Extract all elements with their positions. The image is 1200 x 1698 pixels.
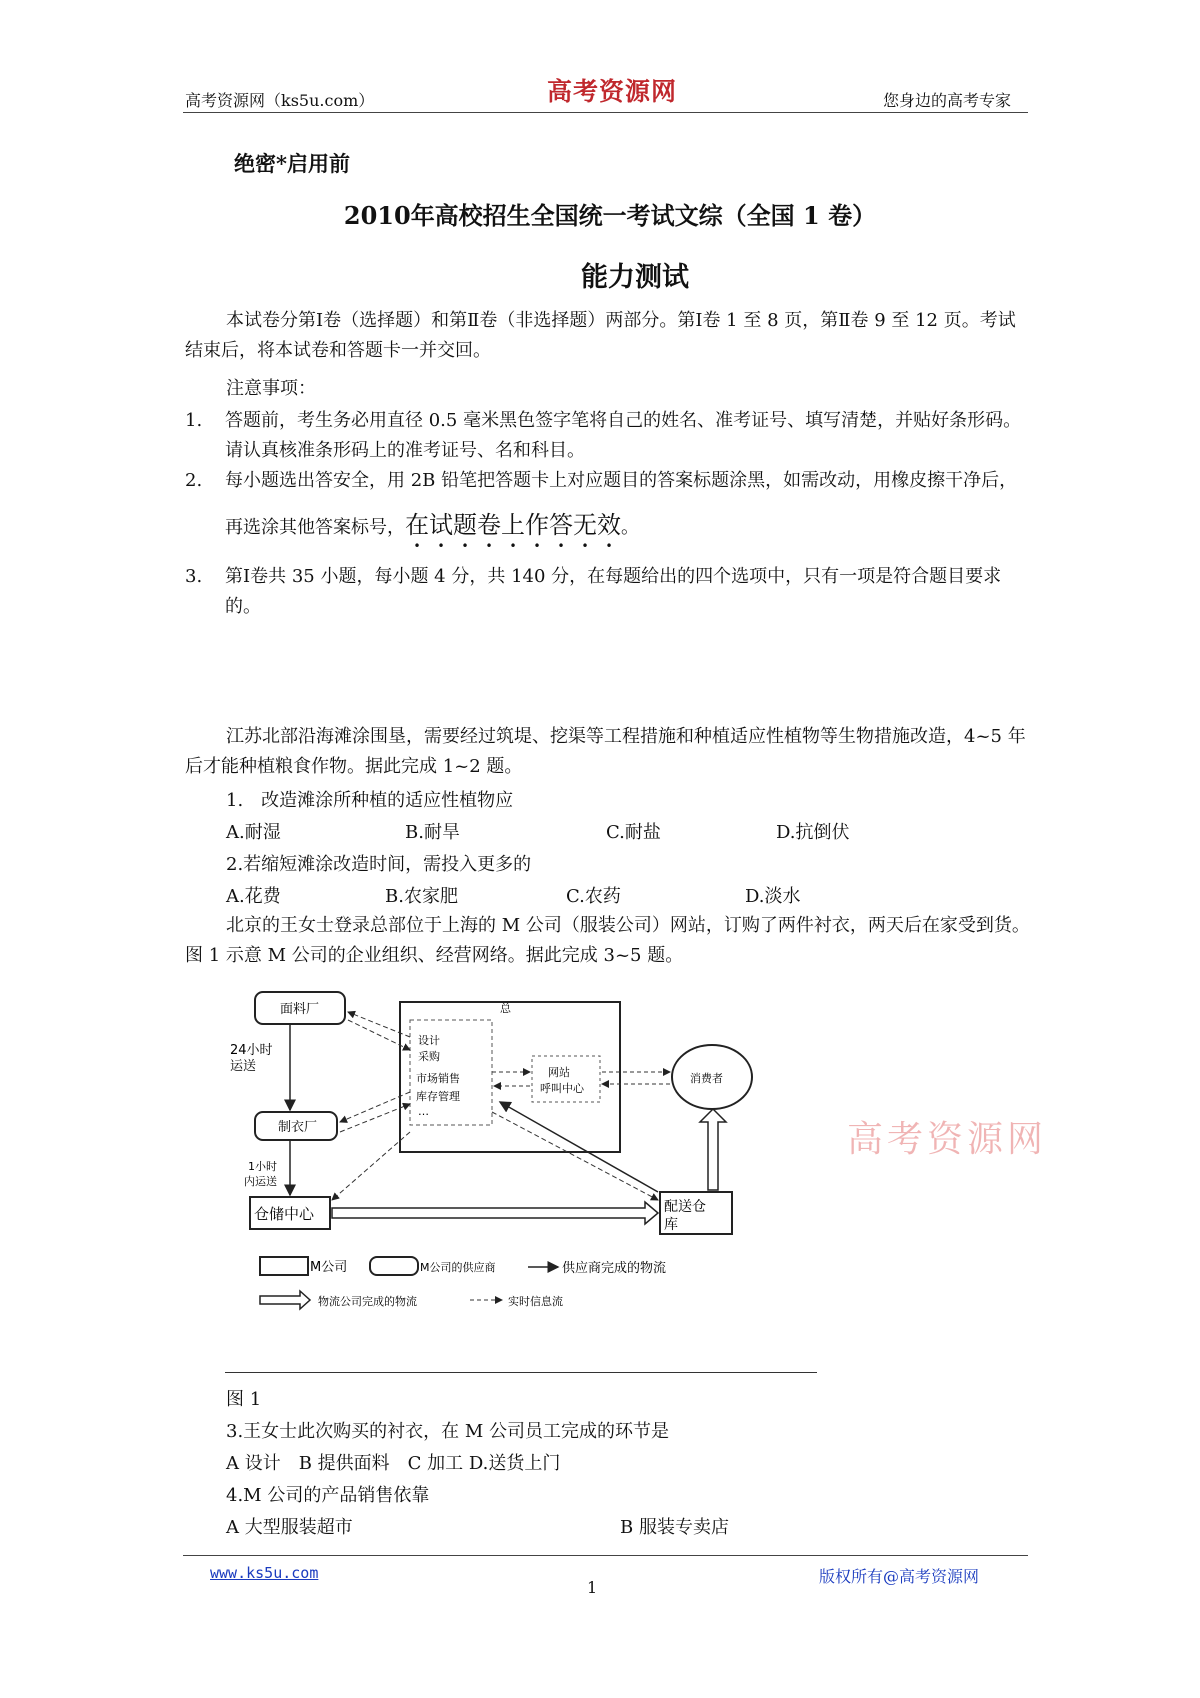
footer-copyright: 版权所有@高考资源网 (819, 1567, 980, 1586)
option-d: D.淡水 (745, 886, 801, 907)
header-slogan: 您身边的高考专家 (883, 91, 1012, 110)
question-4-option-b: B 服装专卖店 (620, 1517, 729, 1538)
option-c: C.农药 (566, 886, 621, 907)
delivery-label-2: 库 (664, 1217, 678, 1233)
dept-more: … (418, 1105, 429, 1118)
note-text (225, 459, 1033, 553)
intro-paragraph: 本试卷分第Ⅰ卷（选择题）和第Ⅱ卷（非选择题）两部分。第Ⅰ卷 1 至 8 页，第Ⅱ卷 9 至 12 页。考试结束后，将本试卷和答题卡一并交回。 (185, 310, 1016, 361)
arrow-warehouse-delivery (332, 1202, 658, 1224)
note-number: 2. (185, 470, 203, 491)
transport-24h-label-2: 运送 (230, 1059, 257, 1074)
option-a: A.花费 (226, 886, 281, 907)
arrow-delivery-consumer (700, 1109, 726, 1190)
passage-2: 北京的王女士登录总部位于上海的 M 公司（服装公司）网站，订购了两件衬衣，两天后在家受到货。图 1 示意 M 公司的企业组织、经营网络。据此完成 3~5 题。 (185, 915, 1030, 966)
consumer-label: 消费者 (690, 1072, 723, 1085)
legend-supplier-label: M公司的供应商 (420, 1261, 496, 1274)
note-text-end: 。 (621, 517, 639, 538)
legend-logistics-label: 物流公司完成的物流 (318, 1295, 417, 1308)
option-b: B.农家肥 (385, 886, 458, 907)
exam-title-main: 年高校招生全国统一考试文综（全国 1 卷） (410, 201, 877, 230)
note-item-2 (185, 466, 1033, 553)
notes-heading: 注意事项： (226, 378, 316, 399)
question-3-stem: 3.王女士此次购买的衬衣，在 M 公司员工完成的环节是 (226, 1421, 670, 1442)
transport-1h-label-2: 内运送 (244, 1175, 277, 1188)
dept-purchase: 采购 (418, 1050, 440, 1063)
dept-inventory: 库存管理 (416, 1090, 460, 1103)
option-b: B.耐旱 (405, 822, 460, 843)
website-box (532, 1056, 600, 1102)
note-item-3 (185, 562, 1033, 622)
callcenter-label: 呼叫中心 (540, 1082, 584, 1095)
dept-sales: 市场销售 (416, 1072, 460, 1085)
warehouse-label: 仓储中心 (254, 1205, 315, 1223)
figure-caption: 图 1 (226, 1389, 262, 1410)
note-number: 3. (185, 566, 203, 587)
arrow-hq-warehouse (332, 1132, 410, 1200)
exam-subtitle: 能力测试 (581, 262, 689, 293)
watermark: 高考资源网 (847, 1119, 1048, 1160)
note-number: 1. (185, 410, 203, 431)
transport-24h-label-1: 24小时 (230, 1043, 273, 1058)
passage-1: 江苏北部沿海滩涂围垦，需要经过筑堤、挖渠等工程措施和种植适应性植物等生物措施改造，4~5 年后才能种植粮食作物。据此完成 1~2 题。 (185, 726, 1026, 777)
question-4-stem: 4.M 公司的产品销售依靠 (226, 1485, 430, 1506)
note-text-body: 每小题选出答安全，用 2B 铅笔把答题卡上对应题目的答案标题涂黑，如需改动，用橡皮擦干净后，再选涂其他答案标号， (225, 470, 1018, 538)
hq-label: 总 (500, 1002, 511, 1015)
garment-factory-label: 制衣厂 (278, 1120, 318, 1135)
question-1-stem: 1. 改造滩涂所种植的适应性植物应 (226, 790, 514, 811)
question-3-options: A 设计 B 提供面料 C 加工 D.送货上门 (226, 1453, 561, 1474)
question-2-options (0, 882, 1200, 912)
option-c: C.耐盐 (606, 822, 661, 843)
question-2-stem: 2.若缩短滩涂改造时间，需投入更多的 (226, 854, 532, 875)
note-text: 答题前，考生务必用直径 0.5 毫米黑色签字笔将自己的姓名、准考证号、填写清楚，并贴好条形码。请认真核准条形码上的准考证号、名和科目。 (225, 410, 1022, 461)
arrow-delivery-hq (500, 1102, 658, 1192)
exam-year: 2010 (343, 201, 411, 230)
legend-supplier-box (370, 1257, 418, 1275)
note-text: 第Ⅰ卷共 35 小题，每小题 4 分，共 140 分，在每题给出的四个选项中，只有一项是符合题目要求的。 (225, 566, 1002, 617)
note-item-1 (185, 406, 1033, 466)
dept-design: 设计 (418, 1034, 440, 1047)
figure-1-diagram (230, 982, 830, 1322)
figure-divider (225, 1372, 817, 1373)
page-number: 1 (587, 1578, 598, 1597)
arrow-hq-delivery (492, 1112, 658, 1200)
legend-supplier-flow-label: 供应商完成的物流 (562, 1261, 667, 1276)
header-logo: 高考资源网 (547, 77, 678, 106)
legend-info-label: 实时信息流 (508, 1295, 563, 1308)
fabric-factory-label: 面料厂 (280, 1002, 320, 1017)
header-site-name: 高考资源网（ks5u.com） (185, 91, 375, 110)
option-a: A.耐湿 (226, 822, 281, 843)
warning-emphasis: 在试题卷上作答无效 (405, 511, 621, 539)
transport-1h-label-1: 1小时 (248, 1160, 277, 1173)
legend-m-label: M公司 (310, 1260, 348, 1275)
legend-m-box (260, 1257, 308, 1275)
question-4-option-a: A 大型服装超市 (226, 1517, 353, 1538)
confidential-label: 绝密*启用前 (234, 151, 350, 176)
footer-link[interactable]: www.ks5u.com (210, 1564, 319, 1582)
legend-logistics-arrow (260, 1291, 310, 1309)
website-label: 网站 (548, 1066, 570, 1079)
header-divider (183, 112, 1028, 113)
exam-title (0, 196, 1200, 231)
delivery-label-1: 配送仓 (664, 1199, 706, 1215)
question-1-options (0, 818, 1200, 848)
footer-divider (183, 1555, 1028, 1556)
option-d: D.抗倒伏 (776, 822, 850, 843)
